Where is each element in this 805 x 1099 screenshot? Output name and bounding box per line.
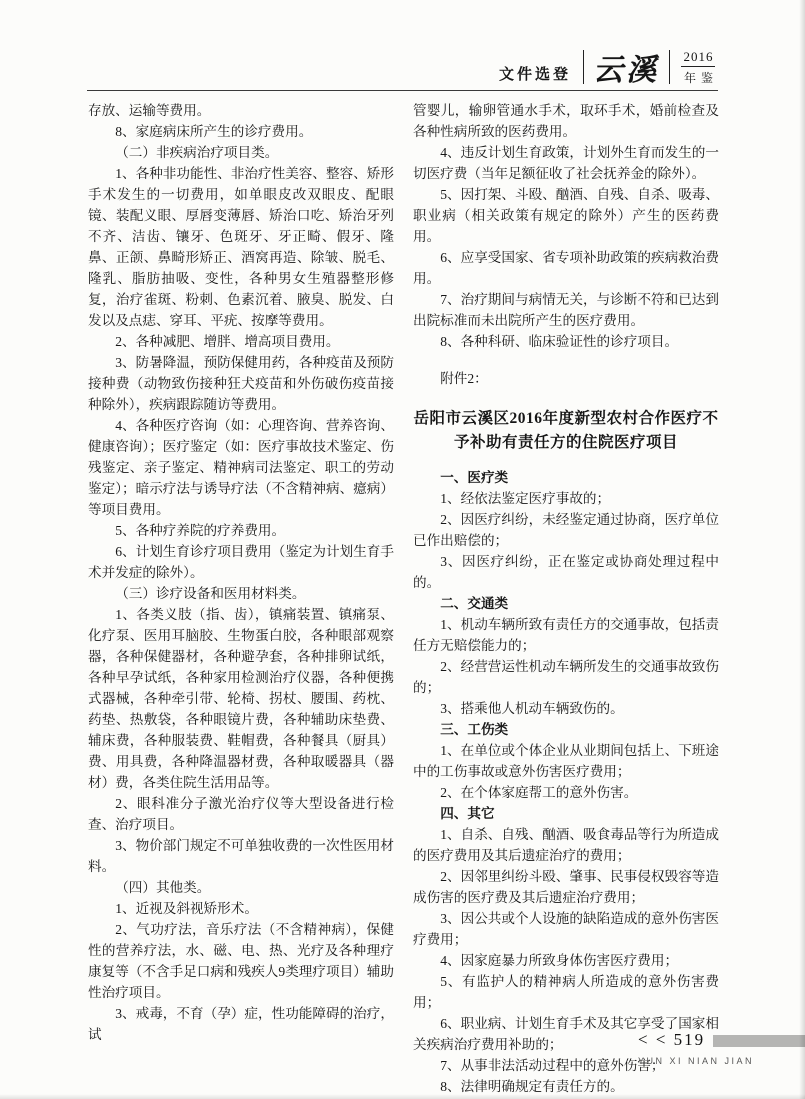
paragraph: 4、因家庭暴力所致身体伤害医疗费用； <box>440 953 679 968</box>
paragraph: （四）其他类。 <box>115 880 211 895</box>
header-section-label: 文件选登 <box>498 66 571 83</box>
paragraph: 6、计划生育诊疗项目费用（鉴定为计划生育手术并发症的除外）。 <box>88 544 394 580</box>
paragraph: 6、职业病、计划生育手术及其它享受了国家相关疾病治疗费用补助的； <box>413 1016 719 1052</box>
paragraph: 2、气功疗法，音乐疗法（不含精神病），保健性的营养疗法，水、磁、电、热、光疗及各种理疗康复等（不含手足口病和残疾人9类理疗项目）辅助性治疗项目。 <box>88 922 394 1000</box>
paragraph: 1、各种非功能性、非治疗性美容、整容、矫形手术发生的一切费用，如单眼皮改双眼皮、配眼镜、装配义眼、厚唇变薄唇、矫治口吃、矫治牙列不齐、洁齿、镶牙、色斑牙、牙正畸、假牙、隆鼻、正颌、鼻畸形矫正、酒窝再造、除皱、脱毛、隆乳、脂肪抽吸、变性，各种男女生殖器整形修复，治疗雀斑、粉刺、色素沉着、腋臭、脱发、白发以及点痣、穿耳、平疣、按摩等费用。 <box>88 166 394 328</box>
section-heading: 三、工伤类 <box>440 722 509 737</box>
scan-edge-bottom <box>0 1094 805 1099</box>
header-rule <box>87 90 718 91</box>
footer-bar <box>713 1035 805 1047</box>
paragraph: 1、近视及斜视矫形术。 <box>115 901 258 916</box>
page-header <box>499 46 718 88</box>
paragraph: 3、物价部门规定不可单独收费的一次性医用材料。 <box>88 838 394 874</box>
paragraph: 3、搭乘他人机动车辆致伤的。 <box>440 701 624 716</box>
paragraph: 2、经营营运性机动车辆所发生的交通事故致伤的； <box>413 659 719 695</box>
paragraph: 存放、运输等费用。 <box>88 103 211 118</box>
document-title: 岳阳市云溪区2016年度新型农村合作医疗不予补助有责任方的住院医疗项目 <box>413 410 719 451</box>
attachment-label: 附件2： <box>440 371 488 386</box>
scan-edge-right <box>799 0 805 1099</box>
right-column <box>413 100 719 1097</box>
yearbook-label: 年鉴 <box>683 70 718 85</box>
paragraph: 1、在单位或个体企业从业期间包括上、下班途中的工伤事故或意外伤害医疗费用； <box>413 743 719 779</box>
paragraph: 3、防暑降温，预防保健用药，各种疫苗及预防接种费（动物致伤接种狂犬疫苗和外伤破伤疫苗接种除外），疾病跟踪随访等费用。 <box>88 355 394 412</box>
paragraph: 3、因医疗纠纷，正在鉴定或协商处理过程中的。 <box>413 554 719 590</box>
page-number: < < 519 <box>638 1030 706 1049</box>
left-column <box>88 100 394 1045</box>
paragraph: 2、各种减肥、增胖、增高项目费用。 <box>115 334 340 349</box>
paragraph: 1、经依法鉴定医疗事故的； <box>440 491 611 506</box>
paragraph: 8、各种科研、临床验证性的诊疗项目。 <box>440 334 679 349</box>
section-heading: 二、交通类 <box>440 596 509 611</box>
paragraph: 1、各类义肢（指、齿），镇痛装置、镇痛泵、化疗泵、医用耳脑胶、生物蛋白胶，各种眼部观察器，各种保健器材，各种避孕套，各种排卵试纸，各种早孕试纸，各种家用检测治疗仪器，各种便携式器械，各种牵引带、轮椅、拐杖、腰围、药枕、药垫、热敷袋，各种眼镜片费，各种辅助床垫费、辅床费，各种服装费、鞋帽费，各种餐具（厨具）费、用具费，各种降温器材费，各种取暖器具（器材）费，各类住院生活用品等。 <box>88 607 394 790</box>
section-heading: 四、其它 <box>440 806 495 821</box>
paragraph: 4、各种医疗咨询（如：心理咨询、营养咨询、健康咨询）；医疗鉴定（如：医疗事故技术鉴定、伤残鉴定、亲子鉴定、精神病司法鉴定、职工的劳动鉴定）；暗示疗法与诱导疗法（不含精神病、癔病）等项目费用。 <box>88 418 394 517</box>
paragraph: （二）非疾病治疗项目类。 <box>115 145 279 160</box>
paragraph: 3、戒毒，不育（孕）症，性功能障碍的治疗，试 <box>88 1006 394 1042</box>
paragraph: 7、从事非法活动过程中的意外伤害； <box>440 1058 665 1073</box>
paragraph: 6、应享受国家、省专项补助政策的疾病救治费用。 <box>413 250 719 286</box>
paragraph: 2、因医疗纠纷，未经鉴定通过协商，医疗单位已作出赔偿的； <box>413 512 719 548</box>
year-block <box>669 50 718 84</box>
paragraph: 5、各种疗养院的疗养费用。 <box>115 523 286 538</box>
paragraph: 3、因公共或个人设施的缺陷造成的意外伤害医疗费用； <box>413 911 719 947</box>
year-label: 2016 <box>681 49 715 67</box>
paragraph: 2、在个体家庭帮工的意外伤害。 <box>440 785 638 800</box>
paragraph: 4、违反计划生育政策，计划外生育而发生的一切医疗费（当年足额征收了社会抚养金的除外）。 <box>413 145 719 181</box>
yearbook-brand: 云溪 <box>592 53 659 88</box>
paragraph: 2、因邻里纠纷斗殴、肇事、民事侵权毁容等造成伤害的医疗费及其后遗症治疗费用； <box>413 869 719 905</box>
paragraph: 2、眼科准分子激光治疗仪等大型设备进行检查、治疗项目。 <box>88 796 394 832</box>
paragraph: （三）诊疗设备和医用材料类。 <box>115 586 306 601</box>
footer-romanization: YUN XI NIAN JIAN <box>638 1056 755 1066</box>
paragraph: 5、因打架、斗殴、酗酒、自残、自杀、吸毒、职业病（相关政策有规定的除外）产生的医药费用。 <box>413 187 719 244</box>
paragraph: 1、机动车辆所致有责任方的交通事故，包括责任方无赔偿能力的； <box>413 617 719 653</box>
paragraph: 7、治疗期间与病情无关，与诊断不符和已达到出院标准而未出院所产生的医疗费用。 <box>413 292 719 328</box>
paragraph: 8、家庭病床所产生的诊疗费用。 <box>115 124 313 139</box>
paragraph: 8、法律明确规定有责任方的。 <box>440 1079 624 1094</box>
section-heading: 一、医疗类 <box>440 470 509 485</box>
paragraph: 管婴儿，输卵管通水手术，取环手术，婚前检查及各种性病所致的医药费用。 <box>413 103 719 139</box>
paragraph: 5、有监护人的精神病人所造成的意外伤害费用； <box>413 974 719 1010</box>
paragraph: 1、自杀、自残、酗酒、吸食毒品等行为所造成的医疗费用及其后遗症治疗的费用； <box>413 827 719 863</box>
